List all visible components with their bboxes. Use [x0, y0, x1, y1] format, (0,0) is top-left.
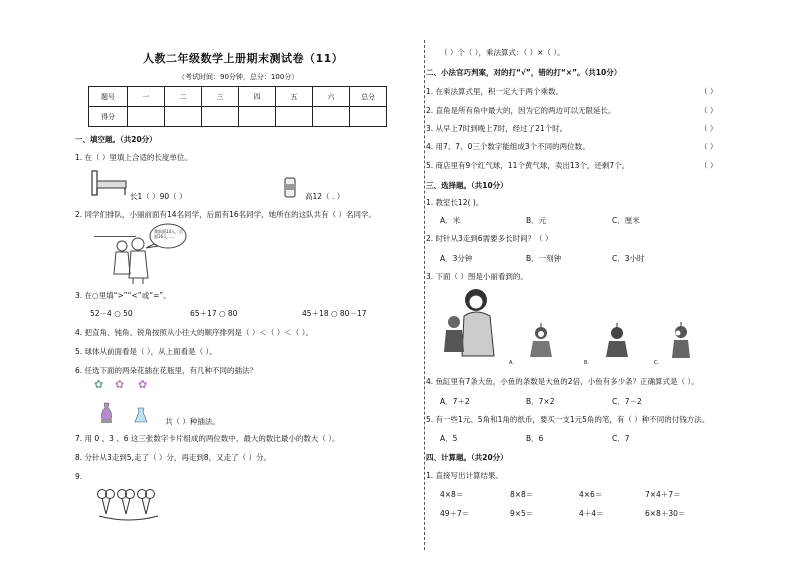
table-cell: 三 — [202, 87, 239, 107]
question-8: 8. 分针从3走到5,走了（ ）分，再走到8，又走了（ ）分。 — [75, 453, 272, 462]
judge-answer-blank[interactable]: （ ） — [700, 106, 718, 115]
choice-question-5: 5. 有一些1元、5角和1角的纸币，要买一支1元5角的笔，有（ ）种不同的付钱方法。 — [426, 415, 710, 424]
speech-bubble-text: 我前面14人，后面16人…… — [154, 229, 184, 239]
table-cell: 题号 — [89, 87, 128, 107]
calc-item: 4×6＝ — [579, 490, 603, 499]
compare-item-3: 45＋18 ○ 80－17 — [302, 309, 367, 318]
compare-item-1: 52－4 ○ 50 — [90, 309, 133, 318]
judge-answer-blank[interactable]: （ ） — [700, 142, 718, 151]
question-3: 3. 在○里填“>”“<”或“=”。 — [75, 291, 171, 300]
choice-option[interactable]: C．厘米 — [612, 216, 640, 225]
calc-item: 9×5＝ — [510, 509, 534, 518]
section-heading-fill: 一、填空题。（共20分） — [75, 135, 157, 144]
q9-continuation: （ ）个（ ），乘法算式：（ ）×（ ）。 — [440, 48, 565, 57]
choice-question-2: 2. 时针从3走到6需要多长时间？（ ） — [426, 234, 553, 243]
choice-option[interactable]: B．7×2 — [526, 397, 555, 406]
question-4: 4. 把直角、钝角、锐角按照从小往大的顺序排列是（ ）＜（ ）＜（ ）。 — [75, 328, 313, 337]
q1-bed-blanks: 长1（ ）90（ ） — [130, 192, 187, 201]
table-cell: 五 — [276, 87, 313, 107]
score-cell[interactable] — [128, 107, 165, 127]
exam-info: （考试时间：90分钟，总分：100分） — [178, 73, 299, 81]
choice-option[interactable]: C．7 — [612, 434, 630, 443]
score-cell[interactable] — [202, 107, 239, 127]
calc-item: 4×8＝ — [440, 490, 464, 499]
table-cell: 得分 — [89, 107, 128, 127]
judge-item: 5. 商店里有9个红气球，11个黄气球，卖出13个，还剩7个。 — [426, 161, 630, 170]
judge-item: 1. 在乘法算式里，积一定大于两个乘数。 — [426, 87, 564, 96]
bed-icon — [90, 167, 128, 197]
judge-item: 3. 从早上7时到晚上7时，经过了21个时。 — [426, 124, 568, 133]
judge-item: 4. 用7、7、0三个数字能组成3个不同的两位数。 — [426, 142, 590, 151]
q6-answer: 共（ ）种插法。 — [165, 417, 220, 426]
doll-front-view[interactable] — [528, 323, 554, 363]
question-6: 6. 任选下面的两朵花插在花瓶里，有几种不同的插法？ — [75, 366, 258, 375]
column-divider — [424, 40, 425, 550]
calc-instruction: 1. 直接写出计算结果。 — [426, 471, 504, 480]
choice-option[interactable]: B．元 — [526, 216, 547, 225]
calc-item: 7×4＋7＝ — [645, 490, 681, 499]
score-cell[interactable] — [239, 107, 276, 127]
vase-icon — [134, 407, 148, 424]
choice-option[interactable]: C．3小时 — [612, 254, 645, 263]
calc-item: 6×8＋30＝ — [645, 509, 686, 518]
section-heading-judge: 二、小法官巧判案，对的打“√”，错的打“×”。（共10分） — [426, 68, 622, 77]
choice-option[interactable]: C．7－2 — [612, 397, 642, 406]
choice-question-4: 4. 鱼缸里有7条大鱼，小鱼的条数是大鱼的2倍，小鱼有多少条？正确算式是（ ）。 — [426, 377, 699, 386]
choice-option[interactable]: A．7＋2 — [440, 397, 470, 406]
table-cell: 六 — [313, 87, 350, 107]
question-7: 7. 用 0 、3 、6 这三张数字卡片组成的两位数中，最大的数比最小的数大（ ）。 — [75, 434, 340, 443]
table-cell: 二 — [165, 87, 202, 107]
table-cell: 四 — [239, 87, 276, 107]
calc-item: 4＋4＝ — [579, 509, 604, 518]
option-label-c: C. — [654, 360, 660, 366]
judge-answer-blank[interactable]: （ ） — [700, 124, 718, 133]
choice-option[interactable]: A．3分钟 — [440, 254, 473, 263]
flower-icon: ✿ — [94, 378, 104, 391]
choice-question-3: 3. 下面（ ）图是小丽看到的。 — [426, 272, 528, 281]
table-cell: 总分 — [350, 87, 387, 107]
choice-option[interactable]: B．一刻钟 — [526, 254, 562, 263]
judge-answer-blank[interactable]: （ ） — [700, 87, 718, 96]
option-label-b: B. — [584, 360, 590, 366]
choice-option[interactable]: B．6 — [526, 434, 544, 443]
option-label-a: A. — [509, 360, 514, 366]
doll-back-view[interactable] — [604, 323, 630, 363]
score-cell[interactable] — [165, 107, 202, 127]
score-cell[interactable] — [350, 107, 387, 127]
score-table — [88, 86, 387, 127]
doll-side-view[interactable] — [668, 322, 694, 364]
question-9: 9. — [75, 472, 83, 481]
girl-with-doll-illustration — [440, 286, 500, 362]
score-cell[interactable] — [276, 107, 313, 127]
question-1: 1. 在（ ）里填上合适的长度单位。 — [75, 153, 192, 162]
can-icon — [284, 176, 296, 198]
score-table-header-row — [89, 87, 387, 107]
section-heading-choice: 三、选择题。（共10分） — [426, 181, 508, 190]
calc-item: 8×8＝ — [510, 490, 534, 499]
judge-answer-blank[interactable]: （ ） — [700, 161, 718, 170]
section-heading-calc: 四、计算题。（共20分） — [426, 453, 508, 462]
question-2: 2. 同学们排队，小丽前面有14名同学，后面有16名同学，她所在的这队共有（ ）名同学。 — [75, 210, 377, 219]
question-5: 5. 球体从前面看是（ ），从上面看是（ ）。 — [75, 347, 217, 356]
flower-icon: ✿ — [115, 378, 125, 391]
compare-item-2: 65＋17 ○ 80 — [190, 309, 238, 318]
choice-option[interactable]: A．5 — [440, 434, 458, 443]
page-title: 人教二年级数学上册期末测试卷（11） — [143, 52, 344, 65]
q1-can-blank: 高12（ . ） — [305, 192, 345, 201]
score-cell[interactable] — [313, 107, 350, 127]
score-table-score-row — [89, 107, 387, 127]
choice-question-1: 1. 教室长12( )。 — [426, 198, 484, 207]
judge-item: 2. 直角是所有角中最大的，因为它的两边可以无限延长。 — [426, 106, 616, 115]
table-cell: 一 — [128, 87, 165, 107]
choice-option[interactable]: A．米 — [440, 216, 461, 225]
calc-item: 49＋7＝ — [440, 509, 470, 518]
balloons-illustration — [94, 486, 164, 524]
vase-icon — [100, 402, 113, 424]
flower-icon: ✿ — [138, 378, 148, 391]
